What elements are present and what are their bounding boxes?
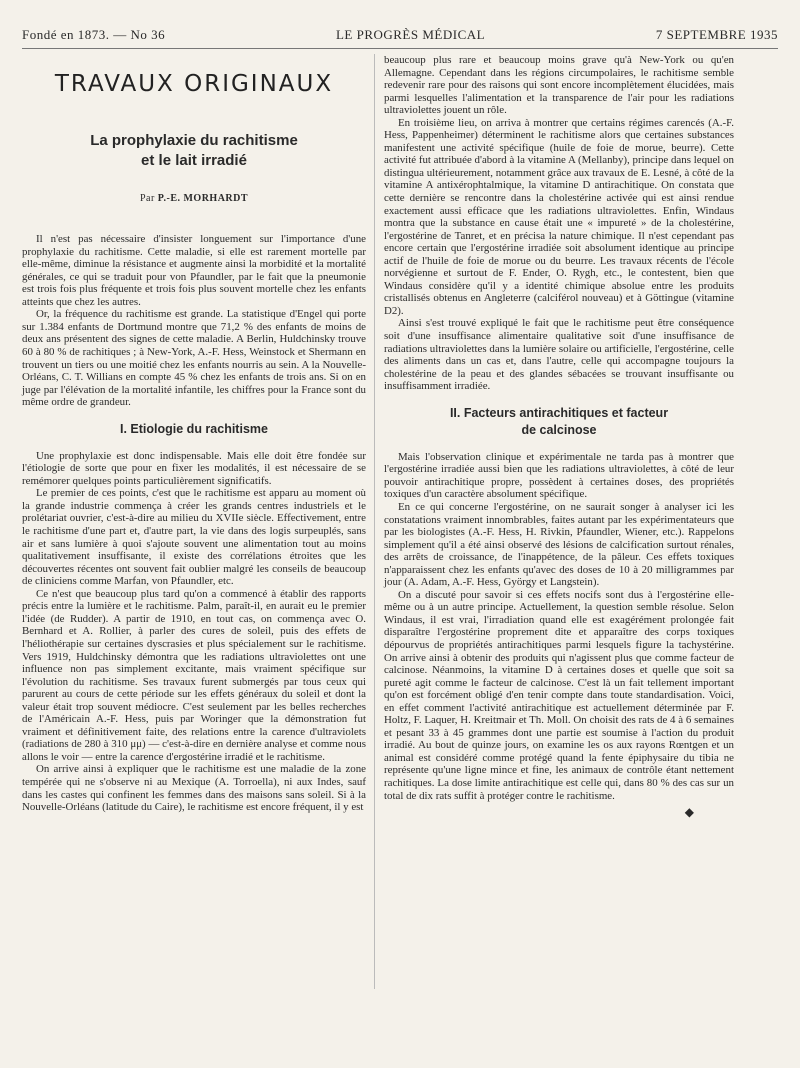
section-title: TRAVAUX ORIGINAUX: [54, 71, 334, 97]
end-ornament-icon: ◆: [684, 805, 694, 820]
article-title-line-2: et le lait irradié: [141, 151, 247, 169]
paragraph: Ainsi s'est trouvé expliqué le fait que le rachitisme peut être conséquence soit d'une insuffisance alimentaire qualitative soit d'une insuffisance de radiations ultraviolettes dans la lumière solaire ou artificielle, l'ergostérine, celle des aliments dans un cas et, dans l'autre, celle qui accompagne toujours la cholestérine de la peau et des glandes sébacées se trouvant insuffisante ou insuffisamment irradiée.: [384, 317, 734, 393]
column-divider: [374, 54, 375, 989]
paragraph: En ce qui concerne l'ergostérine, on ne saurait songer à analyser ici les constatations vraiment innombrables, faites autant par les expérimentateurs que par les biologistes (A.-F. Hess, H. Rivkin, Pfaundler, Wiener, etc.). Rappelons simplement qu'il a été ainsi observé des lésions de calcification surtout rénales, des arrêts de croissance, de l'inappétence, de la pâleur. Ces effets toxiques n'apparaissent chez les enfants qu'avec des doses de 10 à 20 milligrammes par jour (A. Adam, A.-F. Hess, György et Langstein).: [384, 500, 734, 589]
journal-title: LE PROGRÈS MÉDICAL: [335, 27, 486, 42]
paragraph: On arrive ainsi à expliquer que le rachitisme est une maladie de la zone tempérée qui ne s'observe ni au Mexique (A. Torroella), ni aux Indes, sauf dans les castes qui confinent les femmes dans des maisons sans soleil. Si à la Nouvelle-Orléans (latitude du Caire), le rachitisme est encore fréquent, il y est: [22, 763, 366, 814]
section-heading-2: [384, 405, 734, 439]
section-heading-2-line-2: de calcinose: [521, 422, 597, 437]
article-title: [22, 131, 366, 171]
section-heading-2-line-1: II. Facteurs antirachitiques et facteur: [449, 405, 669, 420]
article-title-line-1: La prophylaxie du rachitisme: [90, 131, 298, 149]
paragraph: On a discuté pour savoir si ces effets nocifs sont dus à l'ergostérine elle-même ou à un autre principe. Actuellement, la question semble résolue. Selon Windaus, il est vrai, l'irradiation quand elle est exagérément prolongée fait disparaître l'ergostérine proprement dite et apparaître des corps toxiques dépourvus de propriétés antirachitiques parmi lesquels figure la tachystérine. On arrive ainsi à obtenir des produits qui n'agissent plus que comme facteur de calcinose. Néanmoins, la vitamine D à certaines doses et quelle que soit sa pureté agit comme le facteur de calcinose. C'est là un fait tellement important qu'on est forcément obligé d'en tenir compte dans toute standardisation. Voici, en effet comment l'activité antirachitique est actuellement déterminée par F. Holtz, F. Laquer, H. Kreitmair et Th. Moll. On choisit des rats de 4 à 6 semaines et pesant 33 à 45 grammes dont une partie est soumise à l'action du produit irradié. Au bout de quinze jours, on examine les os aux rayons Rœntgen et un animal est considéré comme protégé quand la fente épiphysaire du tibia ne représente qu'une ligne mince et fine, les animaux de contrôle étant nettement rachitiques. La dose limite antirachitique est celle qui, dans 80 % des cas sur un total de dix rats suffit à protéger contre le rachitisme.: [384, 588, 734, 802]
right-column: [384, 54, 734, 819]
header-founded: Fondé en 1873. — No 36: [22, 27, 166, 42]
byline-author: P.-E. MORHARDT: [157, 192, 249, 204]
paragraph: Une prophylaxie est donc indispensable. Mais elle doit être fondée sur l'étiologie de sorte que pour en fixer les modalités, il est nécessaire de se remémorer quelques points particulièrement significatifs.: [22, 449, 366, 487]
paragraph: Il n'est pas nécessaire d'insister longuement sur l'importance d'une prophylaxie du rachitisme. Cette maladie, si elle est rarement mortelle par elle-même, diminue la résistance et augmente ainsi la morbidité et la mortalité générales, ce qui se traduit pour von Pfaundler, par le fait que la pneumonie est trois fois plus fréquente et trois fois plus souvent mortelle chez les enfants atteints que chez les autres.: [22, 233, 366, 308]
paragraph: Le premier de ces points, c'est que le rachitisme est apparu au moment où la grande industrie commença à créer les grands centres industriels et le prolétariat ouvrier, c'est-à-dire au milieu du XVIIe siècle. Effectivement, entre le rachitisme d'une part et, d'autre part, la vie dans des logis surpeuplés, sans air et sans lumière à quoi s'ajoute souvent une alimentation tout au moins qualitativement insuffisante, il existe des corrélations étroites que les découvertes récentes ont souvent fait oublier malgré les conseils de beaucoup de cliniciens comme Marfan, von Pfaundler, etc.: [22, 487, 366, 588]
left-column: [22, 54, 366, 814]
paragraph: Ce n'est que beaucoup plus tard qu'on a commencé à établir des rapports précis entre la lumière et le rachitisme. Palm, paraît-il, en aurait eu le premier l'idée (de Rudder). A partir de 1910, en tout cas, on commença avec O. Bernhard et A. Rollier, à parler des cures de soleil, puis des effets de l'héliothérapie sur certaines dyscrasies et plus spécialement sur le rachitisme. Vers 1919, Huldchinsky démontra que les radiations ultraviolettes ont une influence non pas simplement excitante, mais vraiment spécifique sur l'évolution du rachitisme. Ses travaux furent submergés par tous ceux qui parurent au cours de cette période sur les effets généraux du soleil et dont la valeur était trop souvent médiocre. C'est seulement par les belles recherches de l'Américain A.-F. Hess, puis par Woringer que la démonstration fut vraiment et définitivement faite, des relations entre la carence d'ultraviolets (radiations de 280 à 310 μμ) — c'est-à-dire en dernière analyse et comme nous allons le voir — entre la carence d'ergostérine irradié et le rachitisme.: [22, 587, 366, 763]
issue-date: 7 SEPTEMBRE 1935: [655, 27, 778, 42]
running-header: [22, 26, 778, 49]
byline: [22, 193, 366, 206]
byline-prefix: Par: [139, 192, 155, 204]
paragraph: beaucoup plus rare et beaucoup moins grave qu'à New-York ou qu'en Allemagne. Cependant dans les régions circumpolaires, le rachitisme semble redevenir rare pour des raisons qui sont encore incomplètement élucidées, mais parmi lesquelles l'alimentation et la transparence de l'air pour les radiations ultraviolettes jouent un rôle.: [384, 54, 734, 117]
paragraph: Or, la fréquence du rachitisme est grande. La statistique d'Engel qui porte sur 1.384 enfants de Dortmund montre que 71,2 % des enfants de moins de deux ans présentent des signes de cette maladie. A Berlin, Huldchinsky trouve 60 à 80 % de rachitiques ; à New-York, A.-F. Hess, Weinstock et Shermann en trouvent un tiers ou une moitié chez les enfants nourris au sein. A la Nouvelle-Orléans, C. T. Willians en compte 45 % chez les enfants de trois ans. Si on en juge par l'élévation de la mortalité infantile, les chiffres pour la France sont du même ordre de grandeur.: [22, 308, 366, 409]
paragraph: En troisième lieu, on arriva à montrer que certains régimes carencés (A.-F. Hess, Pappenheimer) déterminent le rachitisme alors que certaines substances manifestent une activité spécifique (huile de foie de morue, beurre). Cette activité fut attribuée d'abord à la vitamine A (Mellanby), principe dans lequel on distingua ultérieurement, notamment grâce aux travaux de E. Lesné, à côté de la vitamine A antixérophtalmique, la vitamine D antirachitique. On constata que cette dernière se rencontre dans la cholestérine activée qui est ainsi rendue exactement aussi efficace que les radiations ultraviolettes. Enfin, Windaus montra que la substance en cause était une « impureté » de la cholestérine, l'ergostérine de Tanret, et en précisa la nature chimique. Il n'est cependant pas encore certain que l'ergostérine irradiée soit absolument identique au principe actif de l'huile de foie de morue ou du beurre. Les travaux récents de l'école norvégienne et surtout de F. Ender, O. Rygh, etc., le contestent, bien que Windaus considère qu'il y a identité chimique absolue entre les produits cristallisés obtenus en Angleterre (calciférol nouveau) et à Göttingue (vitamine D2).: [384, 116, 734, 317]
section-heading-1: I. Etiologie du rachitisme: [120, 421, 268, 436]
paragraph: Mais l'observation clinique et expérimentale ne tarda pas à montrer que l'ergostérine irradiée aussi bien que les radiations ultraviolettes, à côté de leur pouvoir antirachitique propre, possèdent à certaines doses, des propriétés toxiques d'un caractère absolument spécifique.: [384, 450, 734, 501]
